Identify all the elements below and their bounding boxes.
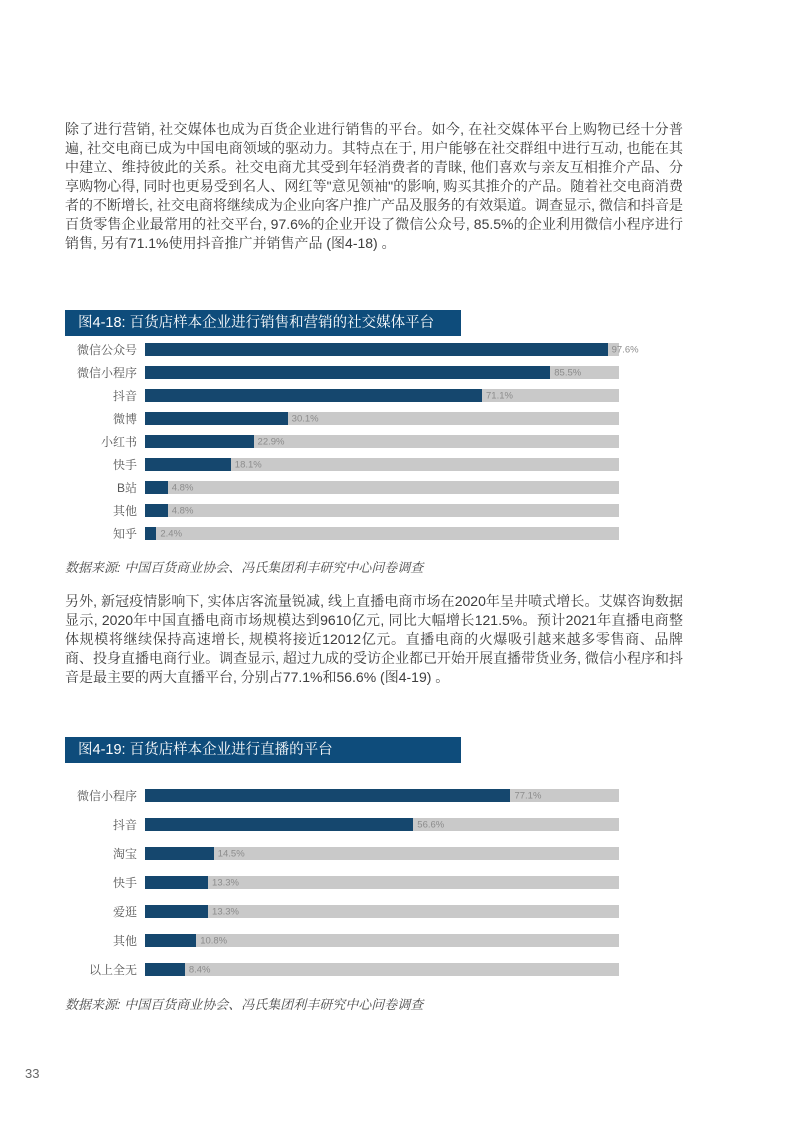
page-number: 33 bbox=[25, 1066, 40, 1081]
bar-category-label: 以上全无 bbox=[88, 963, 137, 977]
bar-track bbox=[145, 366, 619, 379]
bar-track bbox=[145, 412, 619, 425]
bar-track bbox=[145, 458, 619, 471]
bar-value-label: 18.1% bbox=[234, 459, 262, 470]
figure-4-19-title-bar: 图4-19: 百货店样本企业进行直播的平台 bbox=[65, 737, 461, 763]
bar-fill bbox=[145, 934, 196, 947]
figure-4-18-bar-chart bbox=[65, 338, 639, 545]
bar-row bbox=[65, 499, 619, 522]
bar-category-label: 小红书 bbox=[100, 435, 137, 449]
bar-category-label: 微博 bbox=[112, 412, 137, 426]
figure-4-19-bar-chart bbox=[65, 781, 619, 984]
bar-track bbox=[145, 934, 619, 947]
bar-value-label: 30.1% bbox=[291, 413, 319, 424]
bar-fill bbox=[145, 481, 168, 494]
bar-row bbox=[65, 810, 619, 839]
bar-row bbox=[65, 868, 619, 897]
bar-track bbox=[145, 789, 619, 802]
bar-fill bbox=[145, 876, 208, 889]
bar-value-label: 8.4% bbox=[188, 964, 211, 975]
bar-category-label: 其他 bbox=[112, 934, 137, 948]
body-paragraph-social-commerce: 除了进行营销, 社交媒体也成为百货企业进行销售的平台。如今, 在社交媒体平台上购物已经十分普遍, 社交电商已成为中国电商领域的驱动力。其特点在于, 用户能够在社交群组中进行互动, 也能在其中建立、维持彼此的关系。社交电商尤其受到年轻消费者的青睐, 他们喜欢与亲友互相推介产品、分享购物心得, 同时也更易受到名人、网红等"意见领袖"的影响, 购买其推介的产品。随着社交电商消费者的不断增长, 社交电商将继续成为企业向客户推广产品及服务的有效渠道。调查显示, 微信和抖音是百货零售企业最常用的社交平台, 97.6%的企业开设了微信公众号, 85.5%的企业利用微信小程序进行销售, 另有71.1%使用抖音推广并销售产品 (图4-18) 。 bbox=[65, 121, 683, 251]
bar-fill bbox=[145, 789, 510, 802]
bar-row bbox=[65, 361, 619, 384]
bar-fill bbox=[145, 905, 208, 918]
bar-row bbox=[65, 955, 619, 984]
bar-value-label: 2.4% bbox=[160, 528, 183, 539]
figure-4-18-data-source: 数据来源: 中国百货商业协会、冯氏集团利丰研究中心问卷调查 bbox=[65, 560, 424, 575]
bar-category-label: 抖音 bbox=[112, 818, 137, 832]
bar-track bbox=[145, 527, 619, 540]
body-paragraph-livestream-commerce: 另外, 新冠疫情影响下, 实体店客流量锐减, 线上直播电商市场在2020年呈井喷式增长。艾媒咨询数据显示, 2020年中国直播电商市场规模达到9610亿元, 同比大幅增长121.5%。预计2021年直播电商整体规模将继续保持高速增长, 规模将接近12012亿元。直播电商的火爆吸引越来越多零售商、品牌商、投身直播电商行业。调查显示, 超过九成的受访企业都已开始开展直播带货业务, 微信小程序和抖音是最主要的两大直播平台, 分别占77.1%和56.6% (图4-19) 。 bbox=[65, 593, 683, 685]
bar-category-label: 微信小程序 bbox=[76, 366, 137, 380]
bar-value-label: 14.5% bbox=[217, 848, 245, 859]
bar-value-label: 4.8% bbox=[171, 505, 194, 516]
bar-fill bbox=[145, 818, 413, 831]
bar-track bbox=[145, 876, 619, 889]
bar-fill bbox=[145, 389, 482, 402]
bar-track bbox=[145, 504, 619, 517]
bar-row bbox=[65, 926, 619, 955]
bar-track bbox=[145, 481, 619, 494]
bar-value-label: 85.5% bbox=[554, 367, 582, 378]
bar-fill bbox=[145, 504, 168, 517]
bar-value-label: 4.8% bbox=[171, 482, 194, 493]
bar-category-label: 微信公众号 bbox=[76, 343, 137, 357]
bar-track bbox=[145, 818, 619, 831]
bar-category-label: B站 bbox=[116, 481, 137, 495]
bar-category-label: 淘宝 bbox=[112, 847, 137, 861]
bar-category-label: 抖音 bbox=[112, 389, 137, 403]
bar-value-label: 22.9% bbox=[257, 436, 285, 447]
bar-category-label: 快手 bbox=[112, 876, 137, 890]
bar-fill bbox=[145, 458, 231, 471]
bar-value-label: 97.6% bbox=[611, 344, 639, 355]
bar-fill bbox=[145, 343, 608, 356]
bar-category-label: 微信小程序 bbox=[76, 789, 137, 803]
bar-fill bbox=[145, 847, 214, 860]
figure-4-18-title-bar: 图4-18: 百货店样本企业进行销售和营销的社交媒体平台 bbox=[65, 310, 461, 336]
bar-value-label: 10.8% bbox=[200, 935, 228, 946]
figure-4-19-data-source: 数据来源: 中国百货商业协会、冯氏集团利丰研究中心问卷调查 bbox=[65, 997, 424, 1012]
bar-category-label: 爱逛 bbox=[112, 905, 137, 919]
bar-category-label: 知乎 bbox=[112, 527, 137, 541]
bar-row bbox=[65, 522, 619, 545]
bar-fill bbox=[145, 963, 185, 976]
bar-fill bbox=[145, 412, 288, 425]
bar-row bbox=[65, 476, 619, 499]
bar-track bbox=[145, 343, 639, 356]
bar-value-label: 56.6% bbox=[417, 819, 445, 830]
bar-category-label: 其他 bbox=[112, 504, 137, 518]
bar-row bbox=[65, 407, 619, 430]
bar-row bbox=[65, 384, 619, 407]
bar-row bbox=[65, 781, 619, 810]
bar-track bbox=[145, 847, 619, 860]
bar-fill bbox=[145, 527, 156, 540]
bar-row bbox=[65, 839, 619, 868]
bar-row bbox=[65, 430, 619, 453]
bar-fill bbox=[145, 366, 550, 379]
bar-row bbox=[65, 897, 619, 926]
bar-fill bbox=[145, 435, 254, 448]
bar-row bbox=[65, 338, 639, 361]
bar-value-label: 13.3% bbox=[212, 906, 239, 917]
bar-value-label: 71.1% bbox=[486, 390, 513, 401]
bar-track bbox=[145, 435, 619, 448]
bar-row bbox=[65, 453, 619, 476]
bar-category-label: 快手 bbox=[112, 458, 137, 472]
bar-track bbox=[145, 963, 619, 976]
bar-track bbox=[145, 389, 619, 402]
bar-track bbox=[145, 905, 619, 918]
bar-value-label: 77.1% bbox=[514, 790, 542, 801]
bar-value-label: 13.3% bbox=[212, 877, 239, 888]
